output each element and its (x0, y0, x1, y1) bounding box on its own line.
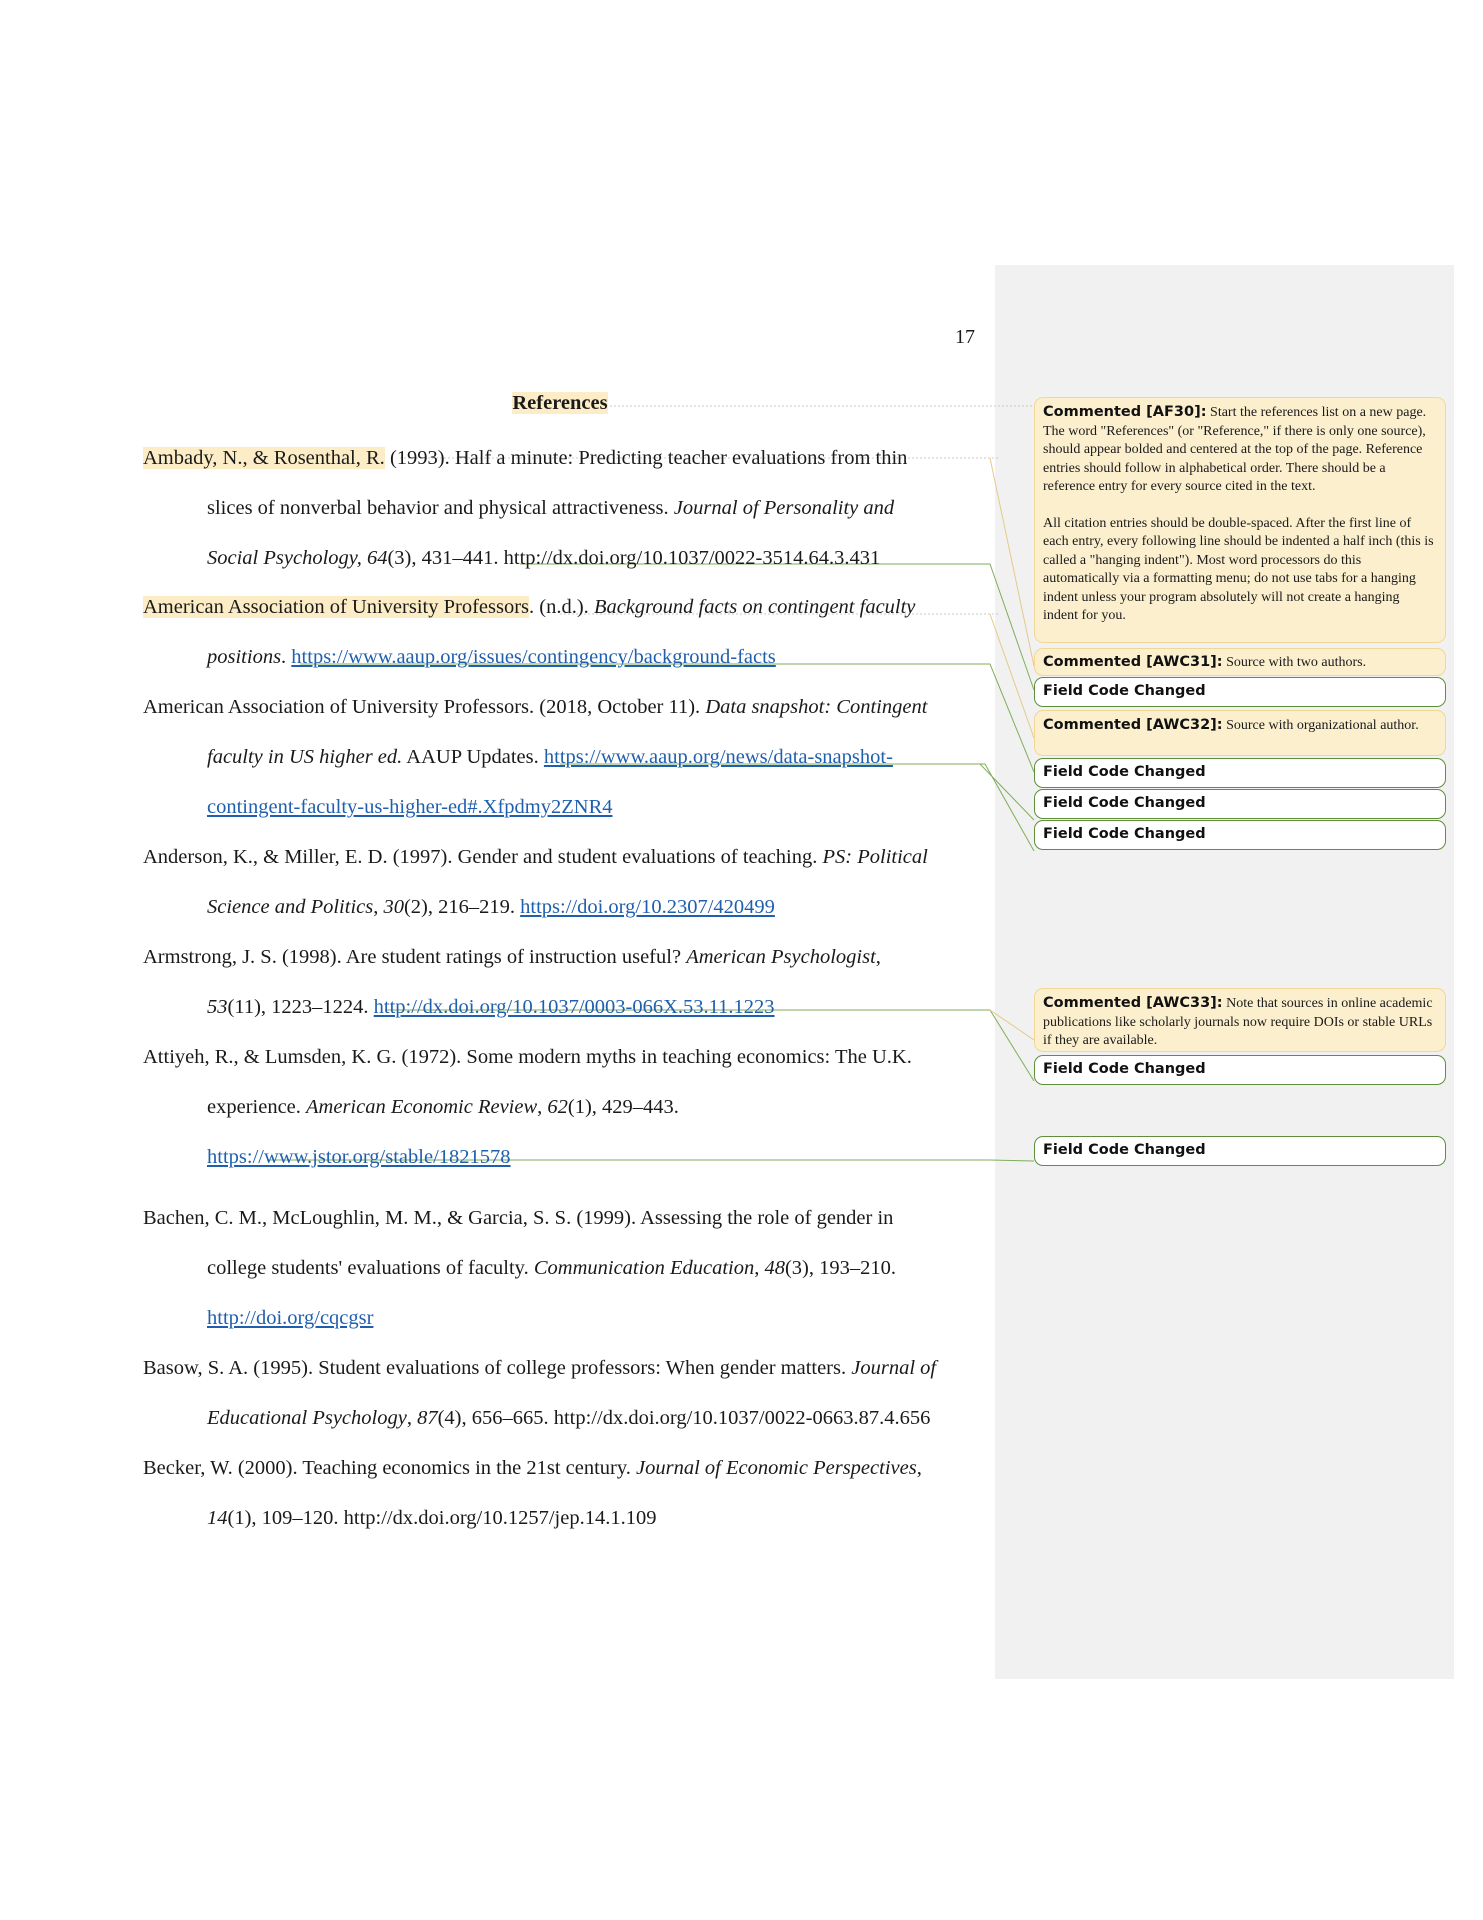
comment-body: Start the references list on a new page. The word "References" (or "Reference," if there is only one source), should appear bolded and centered at the top of the page. Reference entries should follow in alphabetical order. There should be a reference entry for every source cited in the text. (1043, 405, 1427, 494)
reference-text: , (373, 896, 384, 918)
field-code-label: Field Code Changed (1043, 1142, 1206, 1158)
reference-entry-line (143, 1455, 922, 1481)
journal-title: American Economic Review (306, 1096, 538, 1118)
journal-title: Communication Education (533, 1257, 755, 1279)
reference-entry-line (207, 794, 613, 820)
page-title (0, 392, 1120, 415)
work-title: Data snapshot: Contingent (705, 696, 928, 718)
references-heading: References (512, 392, 608, 414)
comment-body: Source with organizational author. (1222, 718, 1419, 733)
journal-title: Science and Politics (207, 896, 374, 918)
comment-balloon-awc31[interactable] (1034, 648, 1446, 676)
comment-header: Commented [AWC33]: (1043, 995, 1223, 1011)
volume-number: 87 (417, 1407, 438, 1429)
reference-text: (11), 1223–1224. (227, 996, 374, 1018)
reference-entry-line (143, 594, 915, 620)
reference-entry-line (207, 1255, 896, 1281)
reference-entry-line (207, 1305, 373, 1331)
reference-text: Basow, S. A. (1995). Student evaluations of college professors: When gender matters. (143, 1357, 852, 1379)
page-number: 17 (955, 326, 975, 348)
reference-entry-line (207, 545, 880, 571)
reference-entry-line (143, 694, 927, 720)
reference-entry-line (207, 994, 775, 1020)
work-title: faculty in US higher ed. (207, 746, 403, 768)
comment-body: Source with two authors. (1222, 655, 1367, 670)
reference-text: (1993). Half a minute: Predicting teacher evaluations from thin (384, 447, 908, 469)
comment-body: All citation entries should be double-spaced. After the first line of each entry, every following line should be indented a half inch (this is called a "hanging indent"). Most word processors do this automatically via a formatting menu; do not use tabs for a hanging indent unless your program absolutely will not create a hanging indent for you. (1043, 515, 1434, 623)
volume-number: 48 (764, 1257, 785, 1279)
journal-title: Journal of Personality and (673, 497, 895, 519)
comment-header: Commented [AWC32]: (1043, 717, 1223, 733)
reference-text: (3), 431–441. http://dx.doi.org/10.1037/0022-3514.64.3.431 (387, 547, 881, 569)
journal-title: Journal of Economic Perspectives (636, 1457, 917, 1479)
work-title: Background facts on contingent faculty (593, 596, 916, 618)
reference-entry-line (207, 1405, 930, 1431)
reference-entry-line (207, 644, 776, 670)
reference-entry-line (207, 744, 893, 770)
reference-entry-line (143, 1044, 912, 1070)
field-code-label: Field Code Changed (1043, 1061, 1206, 1077)
comment-header: Commented [AWC31]: (1043, 654, 1223, 670)
reference-entry-line (207, 495, 894, 521)
reference-entry-line (207, 1505, 656, 1531)
reference-text: Becker, W. (2000). Teaching economics in the 21st century. (143, 1457, 637, 1479)
comment-body: Note that sources in online academic publications like scholarly journals now require DOIs or stable URLs if they are available. (1043, 996, 1433, 1048)
field-code-label: Field Code Changed (1043, 826, 1206, 842)
volume-number: 30 (383, 896, 404, 918)
field-code-changed-balloon[interactable] (1034, 677, 1446, 707)
reference-text: (2), 216–219. (403, 896, 521, 918)
reference-text: Anderson, K., & Miller, E. D. (1997). Gender and student evaluations of teaching. (143, 846, 823, 868)
reference-text: , (537, 1096, 548, 1118)
volume-number: 53 (207, 996, 228, 1018)
journal-title: Journal of (851, 1357, 937, 1379)
reference-text: . (281, 646, 292, 668)
reference-entry-line (143, 844, 928, 870)
work-title: positions (207, 646, 282, 668)
reference-link[interactable]: contingent-faculty-us-higher-ed#.Xfpdmy2ZNR4 (207, 796, 613, 818)
field-code-label: Field Code Changed (1043, 683, 1206, 699)
field-code-label: Field Code Changed (1043, 795, 1206, 811)
reference-entry-line (143, 1355, 936, 1381)
reference-text: American Association of University Professors. (2018, October 11). (143, 696, 706, 718)
field-code-changed-balloon[interactable] (1034, 758, 1446, 788)
reference-text: (1), 429–443. (567, 1096, 679, 1118)
reference-entry-line (207, 1144, 511, 1170)
reference-link[interactable]: https://www.aaup.org/news/data-snapshot- (543, 746, 893, 768)
comment-balloon-af30[interactable] (1034, 397, 1446, 643)
field-code-changed-balloon[interactable] (1034, 820, 1446, 850)
reference-text: slices of nonverbal behavior and physical attractiveness. (207, 497, 674, 519)
highlighted-author[interactable]: American Association of University Professors (143, 596, 530, 618)
journal-title: Social Psychology, 64 (207, 547, 388, 569)
reference-entry-line (207, 894, 775, 920)
journal-title: PS: Political (822, 846, 928, 868)
volume-number: 62 (547, 1096, 568, 1118)
comment-balloon-awc32[interactable] (1034, 710, 1446, 756)
reference-text: (1), 109–120. http://dx.doi.org/10.1257/jep.14.1.109 (227, 1507, 657, 1529)
journal-title: American Psychologist (686, 946, 876, 968)
reference-link[interactable]: https://doi.org/10.2307/420499 (520, 896, 775, 918)
reference-link[interactable]: https://www.jstor.org/stable/1821578 (207, 1146, 511, 1168)
journal-title: Educational Psychology (207, 1407, 407, 1429)
reference-link[interactable]: http://dx.doi.org/10.1037/0003-066X.53.11.1223 (373, 996, 775, 1018)
field-code-changed-balloon[interactable] (1034, 789, 1446, 819)
reference-text: , (406, 1407, 418, 1429)
reference-text: , (916, 1457, 922, 1479)
comment-balloon-awc33[interactable] (1034, 988, 1446, 1052)
reference-entry-line (143, 944, 881, 970)
reference-text: Attiyeh, R., & Lumsden, K. G. (1972). Some modern myths in teaching economics: The U.K. (143, 1046, 912, 1068)
reference-text: (4), 656–665. http://dx.doi.org/10.1037/0022-0663.87.4.656 (437, 1407, 931, 1429)
reference-entry-line (207, 1094, 679, 1120)
comment-header: Commented [AF30]: (1043, 404, 1207, 420)
reference-text: experience. (207, 1096, 307, 1118)
reference-text: . (n.d.). (529, 596, 594, 618)
reference-text: Armstrong, J. S. (1998). Are student ratings of instruction useful? (143, 946, 687, 968)
field-code-changed-balloon[interactable] (1034, 1055, 1446, 1085)
reference-text: AAUP Updates. (402, 746, 544, 768)
reference-entry-line (143, 1205, 893, 1231)
reference-entry-line (143, 445, 907, 471)
field-code-label: Field Code Changed (1043, 764, 1206, 780)
reference-link[interactable]: http://doi.org/cqcgsr (207, 1307, 374, 1329)
reference-text: , (754, 1257, 765, 1279)
highlighted-author[interactable]: Ambady, N., & Rosenthal, R. (143, 447, 385, 469)
volume-number: 14 (207, 1507, 228, 1529)
reference-text: (3), 193–210. (784, 1257, 896, 1279)
reference-text: Bachen, C. M., McLoughlin, M. M., & Garcia, S. S. (1999). Assessing the role of gender in (143, 1207, 894, 1229)
reference-link[interactable]: https://www.aaup.org/issues/contingency/background-facts (291, 646, 776, 668)
reference-text: college students' evaluations of faculty. (207, 1257, 534, 1279)
reference-text: , (875, 946, 881, 968)
field-code-changed-balloon[interactable] (1034, 1136, 1446, 1166)
